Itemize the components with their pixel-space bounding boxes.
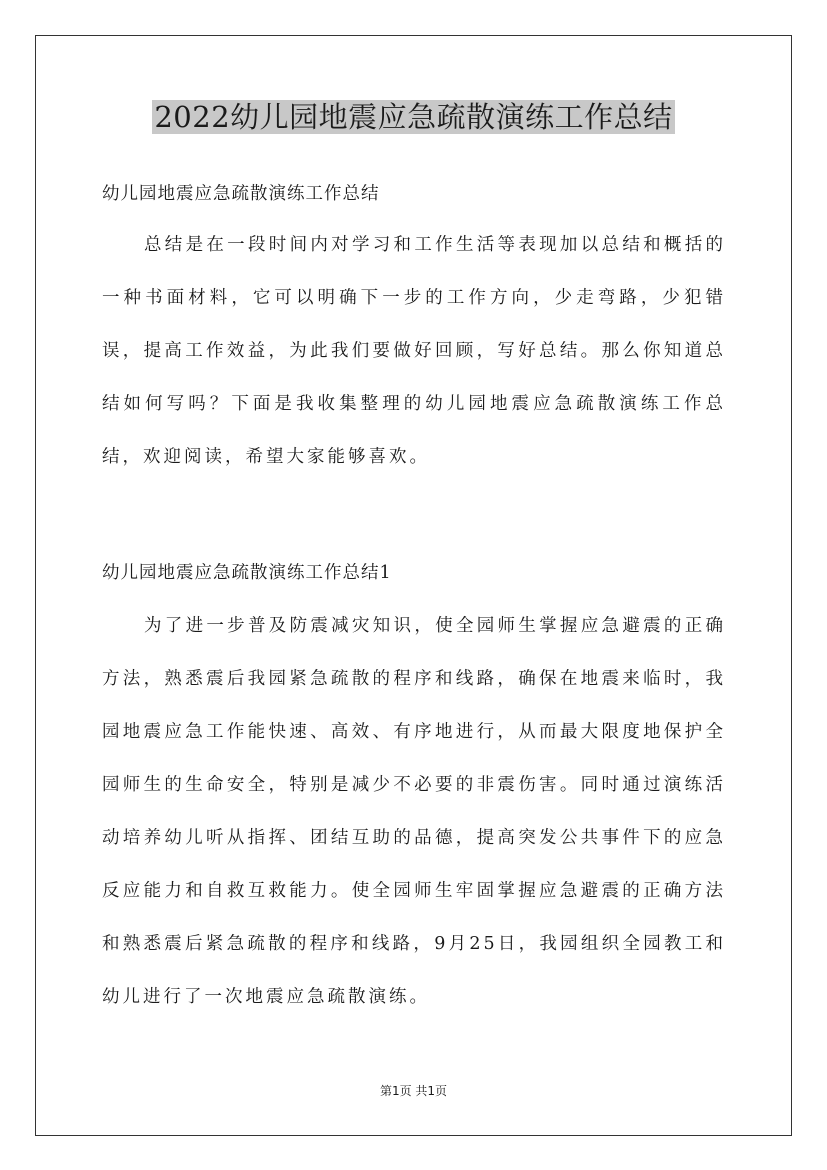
section-heading-summary-1: 幼儿园地震应急疏散演练工作总结1: [102, 563, 392, 583]
summary-1-paragraph: 为了进一步普及防震减灾知识，使全园师生掌握应急避震的正确方法，熟悉震后我园紧急疏散的程序和线路，确保在地震来临时，我园地震应急工作能快速、高效、有序地进行，从而最大限度地保护全园师生的生命安全，特别是减少不必要的非震伤害。同时通过演练活动培养幼儿听从指挥、团结互助的品德，提高突发公共事件下的应急反应能力和自救互救能力。使全园师生牢固掌握应急避震的正确方法和熟悉震后紧急疏散的程序和线路，9月25日，我园组织全园教工和幼儿进行了一次地震应急疏散演练。: [102, 616, 726, 1007]
document-title: [0, 95, 827, 139]
intro-paragraph: 总结是在一段时间内对学习和工作生活等表现加以总结和概括的一种书面材料，它可以明确下一步的工作方向，少走弯路，少犯错误，提高工作效益，为此我们要做好回顾，写好总结。那么你知道总结如何写吗？下面是我收集整理的幼儿园地震应急疏散演练工作总结，欢迎阅读，希望大家能够喜欢。: [102, 235, 726, 467]
document-title-text: 2022幼儿园地震应急疏散演练工作总结: [154, 100, 673, 134]
section-heading-intro: 幼儿园地震应急疏散演练工作总结: [102, 184, 380, 204]
page-footer: 第1页 共1页: [379, 1084, 448, 1098]
